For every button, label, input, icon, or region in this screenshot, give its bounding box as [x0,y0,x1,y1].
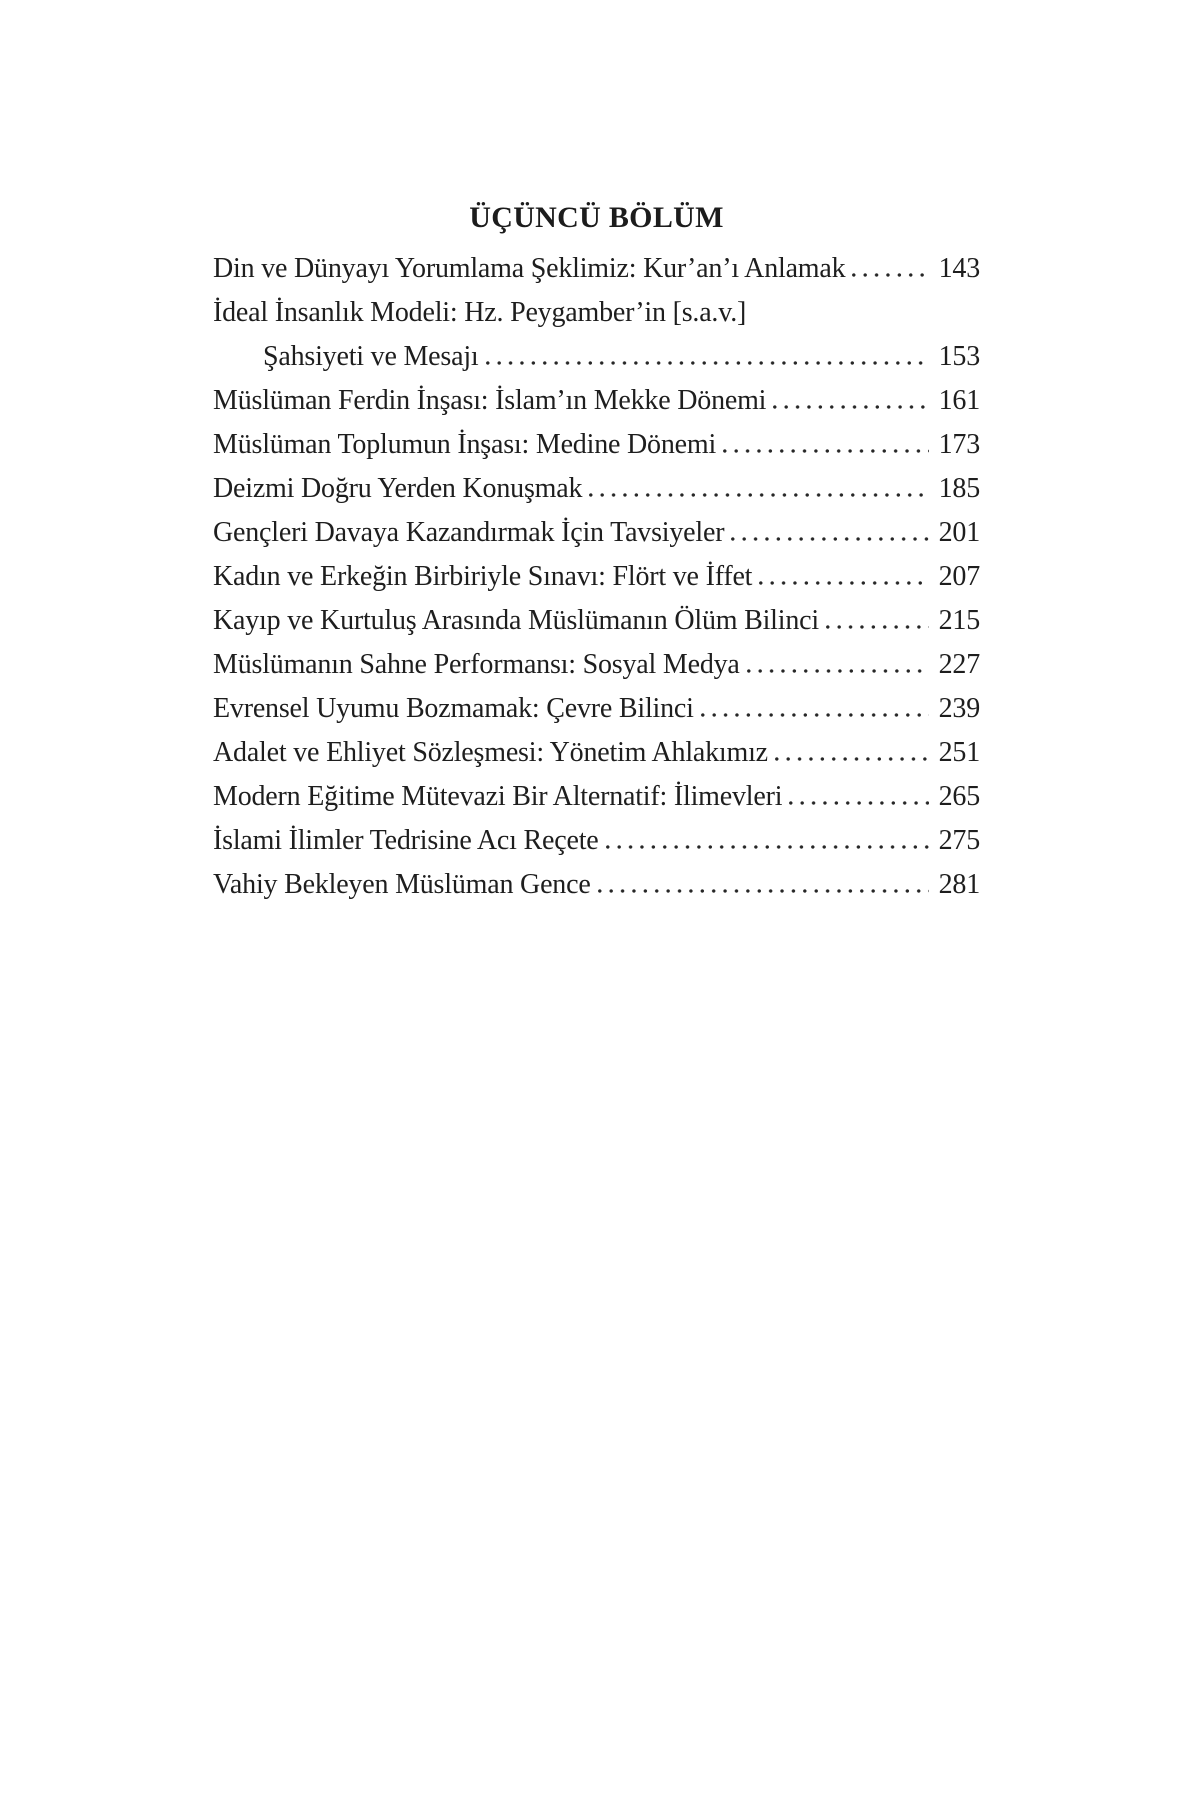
dot-leader [773,405,928,409]
toc-entry-title: Şahsiyeti ve Mesajı [263,341,479,372]
toc-entry-title: Adalet ve Ehliyet Sözleşmesi: Yönetim Ahlakımız [213,737,768,768]
toc-entry-page-number: 143 [938,253,980,284]
toc-entry-title: Kadın ve Erkeğin Birbiriyle Sınavı: Flört ve İffet [213,561,753,592]
dot-leader [852,273,928,277]
toc-entry-page-number: 161 [938,385,980,416]
toc-entry-title: Gençleri Davaya Kazandırmak İçin Tavsiyeler [213,517,725,548]
toc-entry-title: İdeal İnsanlık Modeli: Hz. Peygamber’in [s.a.v.] [213,297,747,328]
dot-leader [789,801,928,805]
dot-leader [826,625,929,629]
toc-entry-page-number: 201 [938,517,980,548]
toc-entry-title: İslami İlimler Tedrisine Acı Reçete [213,825,599,856]
toc-entry-title: Müslüman Ferdin İnşası: İslam’ın Mekke Dönemi [213,385,767,416]
toc-entry [213,731,980,775]
toc-entry-page-number: 275 [938,825,980,856]
toc-entry-page-number: 281 [938,869,980,900]
toc-entry-page-number: 185 [938,473,980,504]
toc-entry-page-number: 173 [938,429,980,460]
toc-entry [213,467,980,511]
toc-entry [213,775,980,819]
toc-entry-title: Müslüman Toplumun İnşası: Medine Dönemi [213,429,717,460]
toc-entry-title: Deizmi Doğru Yerden Konuşmak [213,473,583,504]
toc-entry-page-number: 207 [938,561,980,592]
toc-entry-title: Vahiy Bekleyen Müslüman Gence [213,869,591,900]
toc-entry [213,599,980,643]
toc-entry-title: Müslümanın Sahne Performansı: Sosyal Medya [213,649,740,680]
dot-leader [589,493,928,497]
toc-entry [213,379,980,423]
toc-list [213,247,980,907]
toc-entry [213,687,980,731]
toc-entry [213,335,980,379]
dot-leader [747,669,929,673]
toc-entry [213,423,980,467]
toc-entry [213,247,980,291]
toc-entry-page-number: 153 [938,341,980,372]
toc-entry-page-number: 215 [938,605,980,636]
toc-entry-page-number: 265 [938,781,980,812]
toc-entry-title: Kayıp ve Kurtuluş Arasında Müslümanın Ölüm Bilinci [213,605,819,636]
toc-entry [213,555,980,599]
toc-entry-page-number: 227 [938,649,980,680]
dot-leader [723,449,929,453]
dot-leader [606,845,929,849]
toc-entry [213,643,980,687]
dot-leader [775,757,929,761]
toc-entry-title: Modern Eğitime Mütevazi Bir Alternatif: İlimevleri [213,781,783,812]
toc-entry-title: Evrensel Uyumu Bozmamak: Çevre Bilinci [213,693,694,724]
toc-entry-title: Din ve Dünyayı Yorumlama Şeklimiz: Kur’an’ı Anlamak [213,253,846,284]
dot-leader [759,581,928,585]
dot-leader [598,889,929,893]
toc-entry [213,511,980,555]
toc-entry-page-number: 239 [938,693,980,724]
dot-leader [701,713,929,717]
toc-entry [213,819,980,863]
toc-entry-page-number: 251 [938,737,980,768]
toc-content [213,0,980,907]
dot-leader [486,361,929,365]
toc-entry [213,291,980,335]
chapter-heading: ÜÇÜNCÜ BÖLÜM [469,201,724,234]
toc-entry [213,863,980,907]
dot-leader [731,537,928,541]
